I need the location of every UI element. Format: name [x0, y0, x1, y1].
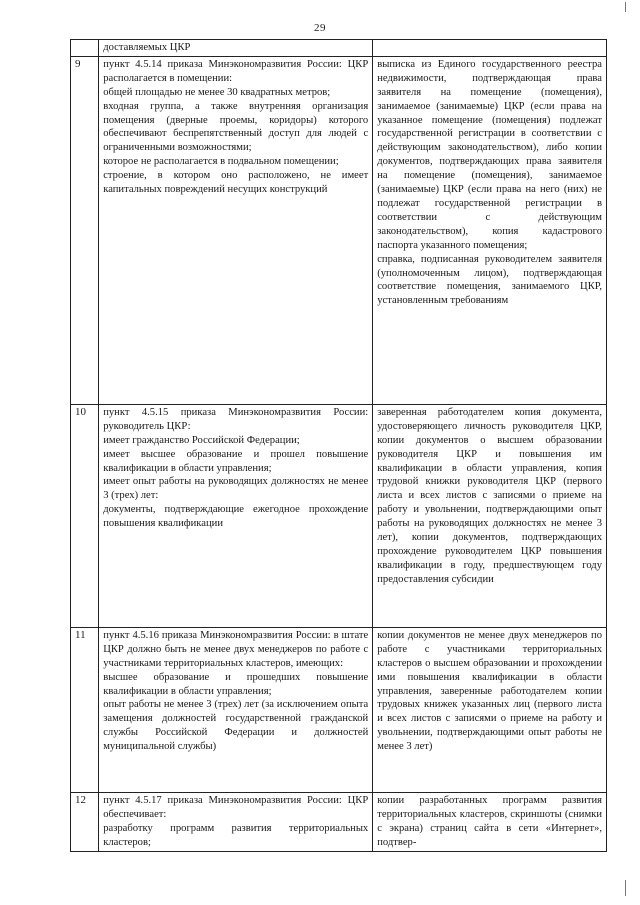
scan-edge-mark	[625, 880, 626, 896]
requirement-cell	[99, 792, 373, 851]
documents-cell	[373, 40, 607, 57]
requirement-text: пункт 4.5.15 приказа Минэкономразвития России: руководитель ЦКР:	[103, 406, 369, 432]
documents-cell	[373, 792, 607, 851]
document-text: копии разработанных программ развития территориальных кластеров, скриншоты (снимки с экрана) страниц сайта в сети «Интернет», подтвер-	[377, 794, 602, 848]
table-row	[71, 627, 607, 792]
requirements-table	[70, 39, 607, 852]
document-text: копии документов не менее двух менеджеров по работе с участниками территориальных кластеров о высшем образовании и прохождении ими повышения квалификации в области управления, заверенные работодателем копии трудовых книжек указанных лиц (первого листа и всех листов с записями о приеме на работу и увольнении, подтверждающими опыт работы не менее 3 лет)	[377, 629, 602, 753]
requirement-text: строение, в котором оно расположено, не имеет капитальных повреждений несущих конструкций	[103, 170, 369, 196]
row-number-cell: 11	[71, 627, 99, 792]
requirement-text: которое не располагается в подвальном помещении;	[103, 156, 339, 168]
requirement-text: пункт 4.5.16 приказа Минэкономразвития России: в штате ЦКР должно быть не менее двух менеджеров по работе с участниками территориальных кластеров, имеющих:	[103, 629, 369, 669]
requirement-text: пункт 4.5.14 приказа Минэкономразвития России: ЦКР располагается в помещении:	[103, 58, 369, 84]
requirement-text: имеет гражданство Российской Федерации;	[103, 434, 300, 446]
requirement-text: имеет опыт работы на руководящих должностях не менее 3 (трех) лет:	[103, 476, 369, 502]
requirement-text: опыт работы не менее 3 (трех) лет (за исключением опыта замещения должностей государственной гражданской службы Российской Федерации и должностей муниципальной службы)	[103, 699, 369, 753]
documents-cell	[373, 404, 607, 627]
requirement-cell	[99, 40, 373, 57]
requirement-text: входная группа, а также внутренняя организация помещения (дверные проемы, коридоры) которого обеспечивают беспрепятственный доступ для людей с ограниченными возможностями;	[103, 100, 369, 154]
row-number-cell: 12	[71, 792, 99, 851]
requirement-text: имеет высшее образование и прошел повышение квалификации в области управления;	[103, 448, 369, 474]
table-row	[71, 40, 607, 57]
requirement-text: высшее образование и прошедших повышение квалификации в области управления;	[103, 671, 369, 697]
requirement-cell	[99, 627, 373, 792]
table-row	[71, 56, 607, 404]
table-row	[71, 404, 607, 627]
requirement-text: общей площадью не менее 30 квадратных метров;	[103, 86, 331, 98]
documents-cell	[373, 627, 607, 792]
scan-edge-mark	[625, 2, 626, 12]
requirement-text: пункт 4.5.17 приказа Минэкономразвития России: ЦКР обеспечивает:	[103, 794, 369, 820]
requirement-text: документы, подтверждающие ежегодное прохождение повышения квалификации	[103, 504, 369, 530]
requirement-cell	[99, 404, 373, 627]
row-number-cell	[71, 40, 99, 57]
document-text: заверенная работодателем копия документа, удостоверяющего личность руководителя ЦКР, копии документов о высшем образовании руководителя ЦКР и повышения им квалификации в области управления, копия трудовой книжки руководителя ЦКР (первого листа и всех листов с записями о приеме на работу и увольнении, подтверждающими опыт работы на руководящих должностях не менее 3 лет), копии документов, подтверждающих прохождение руководителем ЦКР повышения квалификации в году, предшествующем году предоставления субсидии	[377, 406, 602, 585]
row-number-cell: 9	[71, 56, 99, 404]
document-text: справка, подписанная руководителем заявителя (уполномоченным лицом), подтверждающая соответствие помещения, занимаемого ЦКР, установленным требованиям	[377, 253, 602, 307]
document-text: выписка из Единого государственного реестра недвижимости, подтверждающая права заявителя на помещение (помещения), занимаемое (занимаемые) ЦКР (если права на указанное помещение (помещения) подлежат государственной регистрации в соответствии с действующим законодательством), либо копии документов, подтверждающих права заявителя на помещение (помещения), занимаемое (занимаемые) ЦКР (если права на него (них) не подлежат государственной регистрации в соответствии с действующим законодательством), копия кадастрового паспорта указанного помещения;	[377, 58, 602, 251]
table-row	[71, 792, 607, 851]
documents-cell	[373, 56, 607, 404]
requirement-text: доставляемых ЦКР	[103, 42, 191, 53]
requirement-text: разработку программ развития территориальных кластеров;	[103, 822, 369, 848]
row-number-cell: 10	[71, 404, 99, 627]
requirement-cell	[99, 56, 373, 404]
page-number: 29	[314, 22, 326, 34]
